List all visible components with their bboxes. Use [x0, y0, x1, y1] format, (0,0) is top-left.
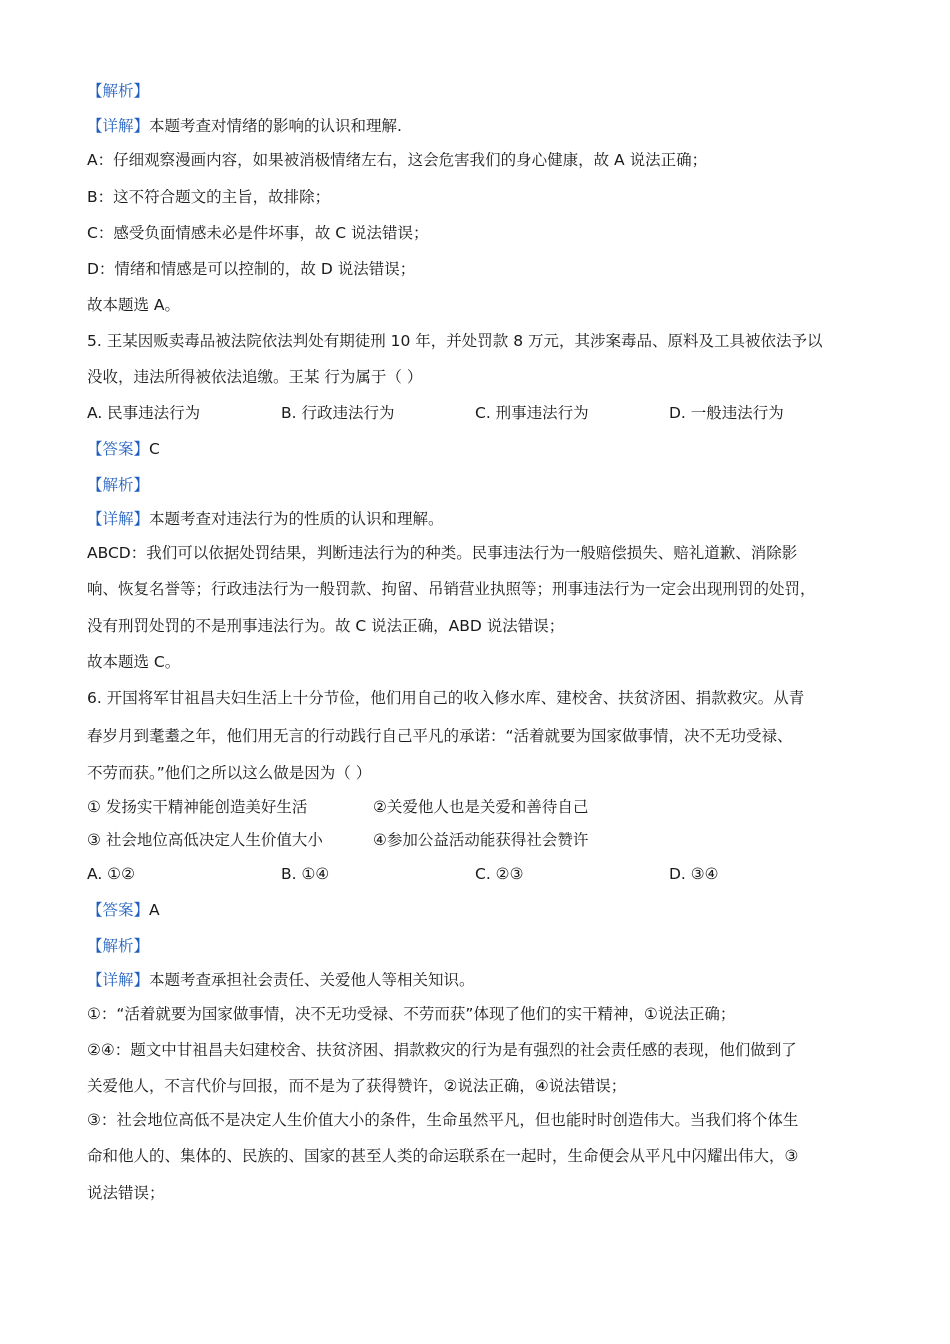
statement-4: ④参加公益活动能获得社会赞许 [373, 831, 589, 849]
analysis-tag: 【解析】 [87, 937, 150, 955]
detail-tag: 【详解】 [87, 117, 150, 135]
detail-line [87, 509, 877, 529]
conclusion-line: 故本题选 C。 [87, 653, 181, 671]
detail-tag: 【详解】 [87, 510, 150, 528]
explanation-line: B：这不符合题文的主旨，故排除； [87, 188, 331, 206]
explanation-line: C：感受负面情感未必是件坏事，故 C 说法错误； [87, 224, 429, 242]
analysis-tag: 【解析】 [87, 82, 150, 100]
question-stem-line: 6. 开国将军甘祖昌夫妇生活上十分节俭，他们用自己的收入修水库、建校舍、扶贫济困、捐款救灾。从青 [87, 689, 805, 707]
detail-text: 本题考查对情绪的影响的认识和理解. [149, 117, 402, 135]
statement-2: ②关爱他人也是关爱和善待自己 [373, 798, 589, 816]
question-stem-line: 不劳而获。”他们之所以这么做是因为（ ） [87, 764, 372, 782]
option-a: A. 民事违法行为 [87, 404, 201, 422]
explanation-line: 命和他人的、集体的、民族的、国家的甚至人类的命运联系在一起时，生命便会从平凡中闪耀出伟大，③ [87, 1147, 799, 1165]
explanation-line: ①：“活着就要为国家做事情，决不无功受禄、不劳而获”体现了他们的实干精神，①说法正确； [87, 1005, 736, 1023]
statement-1: ① 发扬实干精神能创造美好生活 [87, 798, 308, 816]
explanation-line: ③：社会地位高低不是决定人生价值大小的条件，生命虽然平凡，但也能时时创造伟大。当我们将个体生 [87, 1111, 799, 1129]
option-a: A. ①② [87, 865, 135, 883]
detail-tag: 【详解】 [87, 971, 150, 989]
explanation-line: ②④：题文中甘祖昌夫妇建校舍、扶贫济困、捐款救灾的行为是有强烈的社会责任感的表现，他们做到了 [87, 1041, 797, 1059]
explanation-line: 说法错误； [87, 1184, 165, 1202]
explanation-line: D：情绪和情感是可以控制的，故 D 说法错误； [87, 260, 416, 278]
statement-3: ③ 社会地位高低决定人生价值大小 [87, 831, 323, 849]
answer-tag: 【答案】 [87, 440, 150, 458]
option-c: C. 刑事违法行为 [475, 404, 589, 422]
detail-text: 本题考查对违法行为的性质的认识和理解。 [149, 510, 444, 528]
answer-value: C [149, 440, 160, 458]
option-d: D. 一般违法行为 [669, 404, 784, 422]
detail-line [87, 116, 877, 136]
detail-text: 本题考查承担社会责任、关爱他人等相关知识。 [149, 971, 475, 989]
conclusion-line: 故本题选 A。 [87, 296, 181, 314]
explanation-line: A：仔细观察漫画内容，如果被消极情绪左右，这会危害我们的身心健康，故 A 说法正确； [87, 151, 708, 169]
option-c: C. ②③ [475, 865, 524, 883]
explanation-line: 关爱他人，不言代价与回报，而不是为了获得赞许，②说法正确，④说法错误； [87, 1077, 627, 1095]
answer-line [87, 900, 877, 920]
option-b: B. 行政违法行为 [281, 404, 395, 422]
answer-value: A [149, 901, 160, 919]
option-b: B. ①④ [281, 865, 330, 883]
question-stem-line: 5. 王某因贩卖毒品被法院依法判处有期徒刑 10 年，并处罚款 8 万元，其涉案毒品、原料及工具被依法予以 [87, 332, 823, 350]
question-stem-line: 春岁月到耄耋之年，他们用无言的行动践行自己平凡的承诺：“活着就要为国家做事情，决不无功受禄、 [87, 727, 793, 745]
explanation-line: ABCD：我们可以依据处罚结果，判断违法行为的种类。民事违法行为一般赔偿损失、赔礼道歉、消除影 [87, 544, 798, 562]
answer-line [87, 439, 877, 459]
explanation-line: 没有刑罚处罚的不是刑事违法行为。故 C 说法正确，ABD 说法错误； [87, 617, 565, 635]
analysis-tag: 【解析】 [87, 476, 150, 494]
answer-tag: 【答案】 [87, 901, 150, 919]
question-stem-line: 没收，违法所得被依法追缴。王某 行为属于（ ） [87, 368, 423, 386]
explanation-line: 响、恢复名誉等；行政违法行为一般罚款、拘留、吊销营业执照等；刑事违法行为一定会出现刑罚的处罚， [87, 580, 816, 598]
option-d: D. ③④ [669, 865, 719, 883]
detail-line [87, 970, 877, 990]
